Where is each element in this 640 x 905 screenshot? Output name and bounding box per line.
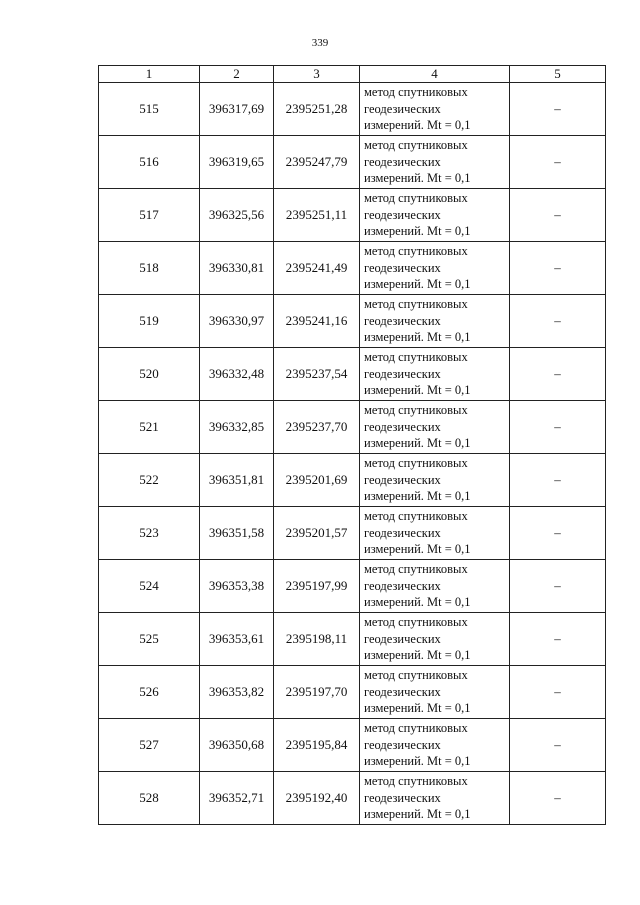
- header-col-1: 1: [99, 66, 200, 83]
- point-number: 519: [99, 295, 200, 348]
- coordinate-y: 2395241,49: [274, 242, 360, 295]
- measurement-method: метод спутниковых геодезических измерений. Mt = 0,1: [360, 454, 510, 507]
- measurement-method: метод спутниковых геодезических измерений. Mt = 0,1: [360, 666, 510, 719]
- point-number: 524: [99, 560, 200, 613]
- table-header-row: [99, 66, 606, 83]
- coordinate-x: 396330,81: [200, 242, 274, 295]
- measurement-method: метод спутниковых геодезических измерений. Mt = 0,1: [360, 348, 510, 401]
- coordinate-y: 2395192,40: [274, 772, 360, 825]
- note-cell: –: [510, 613, 606, 666]
- measurement-method: метод спутниковых геодезических измерений. Mt = 0,1: [360, 613, 510, 666]
- coordinate-y: 2395251,28: [274, 83, 360, 136]
- point-number: 521: [99, 401, 200, 454]
- header-col-2: 2: [200, 66, 274, 83]
- coordinate-x: 396352,71: [200, 772, 274, 825]
- coordinate-y: 2395197,70: [274, 666, 360, 719]
- table-row: [99, 666, 606, 719]
- coordinate-y: 2395237,70: [274, 401, 360, 454]
- coordinate-x: 396351,81: [200, 454, 274, 507]
- table-row: [99, 136, 606, 189]
- point-number: 526: [99, 666, 200, 719]
- coordinate-x: 396353,61: [200, 613, 274, 666]
- note-cell: –: [510, 295, 606, 348]
- page-number: 339: [311, 37, 329, 49]
- measurement-method: метод спутниковых геодезических измерений. Mt = 0,1: [360, 560, 510, 613]
- coordinate-x: 396353,38: [200, 560, 274, 613]
- note-cell: –: [510, 401, 606, 454]
- point-number: 528: [99, 772, 200, 825]
- coordinate-y: 2395201,69: [274, 454, 360, 507]
- note-cell: –: [510, 507, 606, 560]
- measurement-method: метод спутниковых геодезических измерений. Mt = 0,1: [360, 772, 510, 825]
- coordinate-x: 396330,97: [200, 295, 274, 348]
- note-cell: –: [510, 189, 606, 242]
- note-cell: –: [510, 772, 606, 825]
- table-row: [99, 560, 606, 613]
- point-number: 520: [99, 348, 200, 401]
- coordinate-x: 396332,48: [200, 348, 274, 401]
- coordinate-y: 2395195,84: [274, 719, 360, 772]
- note-cell: –: [510, 454, 606, 507]
- table-row: [99, 295, 606, 348]
- table-row: [99, 454, 606, 507]
- measurement-method: метод спутниковых геодезических измерений. Mt = 0,1: [360, 189, 510, 242]
- measurement-method: метод спутниковых геодезических измерений. Mt = 0,1: [360, 83, 510, 136]
- note-cell: –: [510, 666, 606, 719]
- point-number: 518: [99, 242, 200, 295]
- measurement-method: метод спутниковых геодезических измерений. Mt = 0,1: [360, 136, 510, 189]
- point-number: 517: [99, 189, 200, 242]
- table-row: [99, 83, 606, 136]
- measurement-method: метод спутниковых геодезических измерений. Mt = 0,1: [360, 719, 510, 772]
- note-cell: –: [510, 719, 606, 772]
- note-cell: –: [510, 83, 606, 136]
- measurement-method: метод спутниковых геодезических измерений. Mt = 0,1: [360, 242, 510, 295]
- coordinate-x: 396317,69: [200, 83, 274, 136]
- table-row: [99, 719, 606, 772]
- coordinate-x: 396351,58: [200, 507, 274, 560]
- table-row: [99, 401, 606, 454]
- point-number: 522: [99, 454, 200, 507]
- table-body: [99, 83, 606, 825]
- table-row: [99, 772, 606, 825]
- coordinate-y: 2395198,11: [274, 613, 360, 666]
- measurement-method: метод спутниковых геодезических измерений. Mt = 0,1: [360, 295, 510, 348]
- point-number: 525: [99, 613, 200, 666]
- coordinate-y: 2395201,57: [274, 507, 360, 560]
- coordinate-x: 396319,65: [200, 136, 274, 189]
- point-number: 523: [99, 507, 200, 560]
- point-number: 515: [99, 83, 200, 136]
- coordinate-y: 2395251,11: [274, 189, 360, 242]
- table-row: [99, 189, 606, 242]
- table-row: [99, 348, 606, 401]
- coordinate-y: 2395197,99: [274, 560, 360, 613]
- coordinate-x: 396350,68: [200, 719, 274, 772]
- coordinates-table: [98, 65, 606, 825]
- measurement-method: метод спутниковых геодезических измерений. Mt = 0,1: [360, 401, 510, 454]
- point-number: 527: [99, 719, 200, 772]
- table-row: [99, 613, 606, 666]
- coordinate-x: 396353,82: [200, 666, 274, 719]
- coordinate-x: 396325,56: [200, 189, 274, 242]
- header-col-5: 5: [510, 66, 606, 83]
- coordinate-y: 2395247,79: [274, 136, 360, 189]
- note-cell: –: [510, 560, 606, 613]
- point-number: 516: [99, 136, 200, 189]
- table-row: [99, 507, 606, 560]
- coordinate-y: 2395237,54: [274, 348, 360, 401]
- header-col-3: 3: [274, 66, 360, 83]
- header-col-4: 4: [360, 66, 510, 83]
- measurement-method: метод спутниковых геодезических измерений. Mt = 0,1: [360, 507, 510, 560]
- note-cell: –: [510, 242, 606, 295]
- coordinate-y: 2395241,16: [274, 295, 360, 348]
- coordinate-x: 396332,85: [200, 401, 274, 454]
- table-row: [99, 242, 606, 295]
- note-cell: –: [510, 136, 606, 189]
- note-cell: –: [510, 348, 606, 401]
